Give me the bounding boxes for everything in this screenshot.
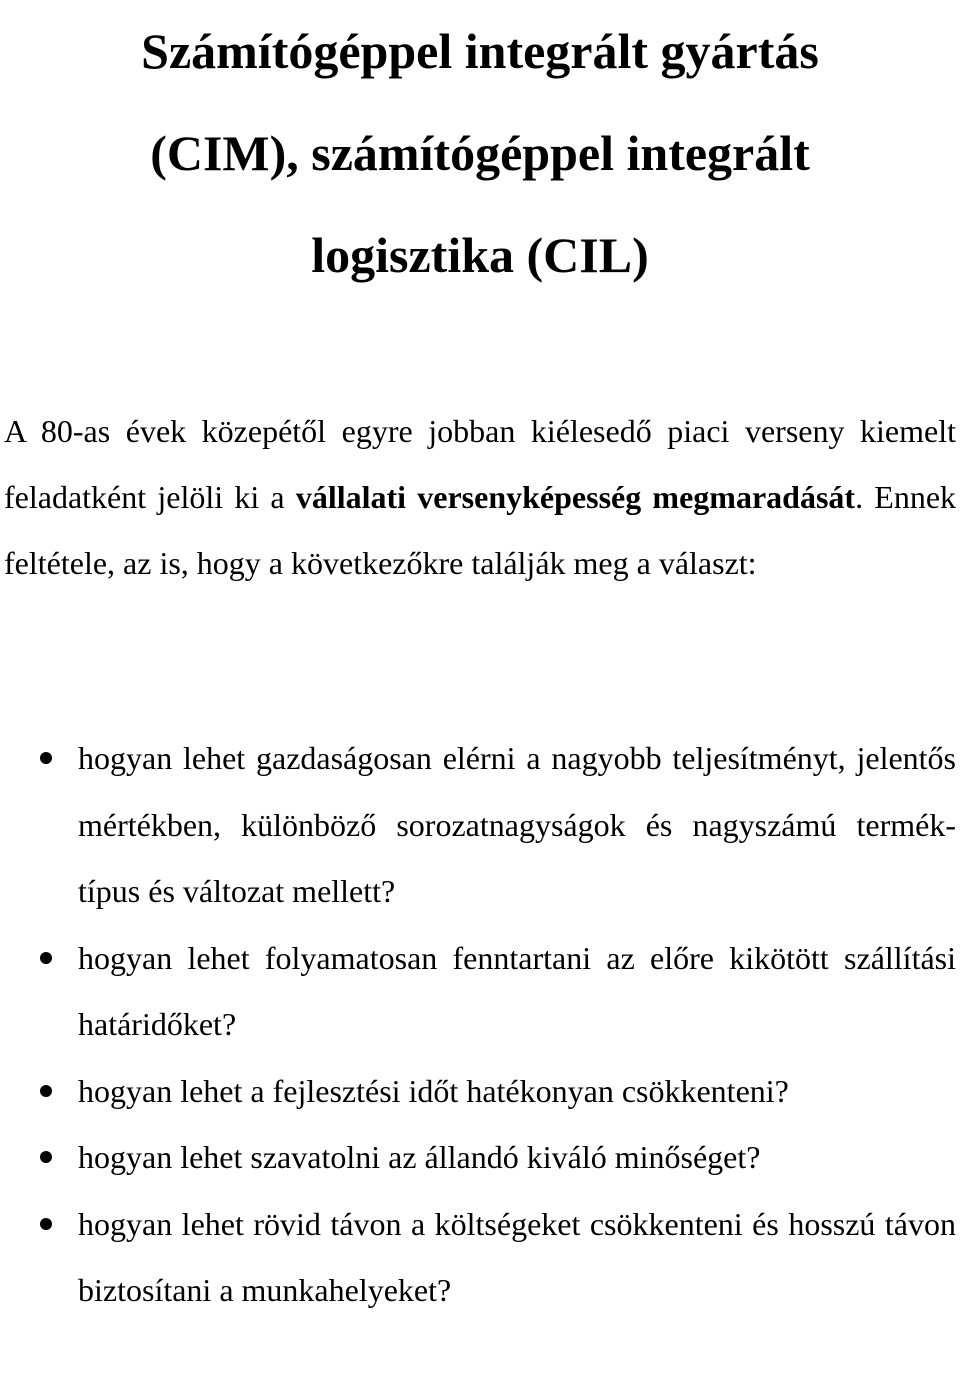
list-item <box>0 1124 956 1191</box>
list-item <box>0 1058 956 1125</box>
title-line-2: (CIM), számítógéppel integrált <box>150 125 810 181</box>
intro-text-after: . Ennek feltétele, az is, hogy a következőkre találják meg a választ: <box>4 479 957 581</box>
title-line-3: logisztika (CIL) <box>311 227 649 283</box>
list-item-text: hogyan lehet folyamatosan fenntartani az előre kikötött szállítási határidőket? <box>78 939 956 1042</box>
list-item-text: hogyan lehet a fejlesztési időt hatékonyan csökkenteni? <box>78 1072 789 1109</box>
bullet-dot-icon <box>40 1151 52 1163</box>
bullet-dot-icon <box>40 952 52 964</box>
bullet-dot-icon <box>40 1218 52 1230</box>
list-item <box>0 1191 956 1324</box>
intro-paragraph <box>4 398 956 596</box>
list-item <box>0 725 956 925</box>
list-item-text: hogyan lehet szavatolni az állandó kiváló minőséget? <box>78 1139 761 1175</box>
list-item <box>0 925 956 1058</box>
bullet-dot-icon <box>40 1085 52 1097</box>
list-item-text: hogyan lehet rövid távon a költségeket csökkenteni és hosszú távon biztosítani a munkahelyeket? <box>78 1205 956 1308</box>
bullet-dot-icon <box>40 752 52 764</box>
intro-bold-phrase: vállalati versenyképesség megmaradását <box>295 479 856 515</box>
document-title <box>0 0 960 306</box>
title-line-1: Számítógéppel integrált gyártás <box>141 23 819 79</box>
intro-text-before: A 80-as évek közepétől egyre jobban kiélesedő piaci verseny kiemelt feladatként jelöli ki a <box>4 413 956 515</box>
question-list <box>0 725 956 1324</box>
list-item-text: hogyan lehet gazdaságosan elérni a nagyobb teljesítményt, jelentős mértékben, különböző sorozatnagyságok és nagyszámú termék-típus és változat mellett? <box>78 740 956 909</box>
